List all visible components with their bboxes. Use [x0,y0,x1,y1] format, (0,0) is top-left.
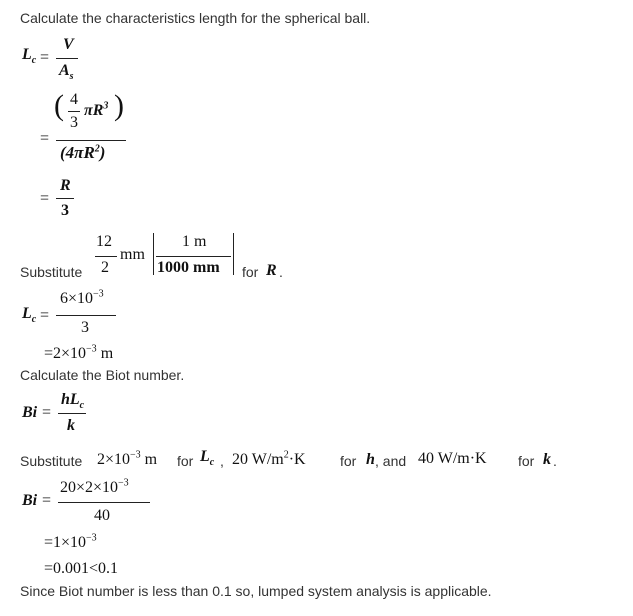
three-den: 3 [81,319,89,336]
for-text: for [518,453,535,469]
and-text: , and [375,453,407,469]
num-value: 20×2×10 [60,479,119,496]
equals-sign: = [42,404,52,421]
two-den: 2 [101,259,109,276]
h-exp: 2 [283,449,289,461]
lc-unit: m [144,451,158,468]
conv-den: 1000 mm [157,259,220,276]
h-var: h [366,451,375,468]
lc-sub: c [209,457,215,469]
three-den: 3 [70,114,78,131]
lc-unit: m [100,345,114,362]
eq-biot-comparison: =0.001<0.1 [44,560,119,577]
equals-sign: = [40,130,50,147]
k-value: 40 W/m·K [418,450,487,467]
conversion-left-bar [153,233,154,275]
volume-var: V [63,36,74,53]
conclusion-text: Since Biot number is less than 0.1 so, lumped system analysis is applicable. [20,583,492,599]
lc-sub: c [31,314,37,326]
k-var: k [543,451,551,468]
inner-fraction-bar [68,111,80,112]
h-unit-rest: ·K [288,451,306,468]
square-exp: 2 [94,143,100,155]
num-exp: −3 [93,288,104,300]
r-var: R [60,177,71,194]
intro-text: Calculate the characteristics length for the spherical ball. [20,10,371,26]
equals-sign: = [40,190,50,207]
eq-lc-result [44,345,113,363]
lc-var: L [22,46,32,63]
conv-num: 1 m [182,233,207,250]
k-var: k [67,417,75,434]
period: . [279,264,283,280]
fraction-bar [56,140,126,141]
right-paren: ) [114,89,124,122]
three-den: 3 [61,202,69,219]
forty-den: 40 [94,507,110,524]
lc-var: L [200,448,210,465]
num-exp: −3 [118,477,129,489]
bi-var: Bi [22,492,38,509]
lc-value: =2×10 [44,345,87,362]
equals-sign: = [40,307,50,324]
fraction-bar [56,198,74,199]
four-pi-r: (4πR [60,143,95,162]
bi-value: =1×10 [44,534,87,551]
lc-exp: −3 [130,449,141,461]
lc-exp: −3 [86,343,97,355]
lc-value: 2×10 [97,451,131,468]
substitute-label: Substitute [20,264,83,280]
for-text: for [177,453,194,469]
equals-sign: = [40,49,50,66]
h-value: 20 W/m [232,451,284,468]
period: . [553,453,557,469]
fraction-bar [56,315,116,316]
area-sub: s [69,71,74,83]
mm-unit: mm [120,246,145,263]
conversion-right-bar [233,233,234,275]
for-text: for [340,453,357,469]
fraction-bar [95,256,117,257]
area-var: A [59,62,70,79]
twelve-num: 12 [96,233,112,250]
fraction-bar [58,502,150,503]
pi-r: πR [84,102,104,119]
bi-var: Bi [22,404,38,421]
conversion-bar [156,256,231,257]
fraction-bar [56,58,78,59]
substitute-label: Substitute [20,453,83,469]
biot-intro-text: Calculate the Biot number. [20,367,185,383]
c-sub: c [79,400,85,412]
r-var: R [266,262,277,279]
bi-exp: −3 [86,532,97,544]
comma: , [220,453,224,469]
fraction-bar [58,413,86,414]
num-value: 6×10 [60,290,94,307]
four-num: 4 [70,91,78,108]
lc-sub: c [31,55,37,67]
eq-biot-result [44,534,97,552]
hl-var: hL [61,391,80,408]
for-text: for [242,264,259,280]
left-paren: ( [54,89,64,122]
cube-exp: 3 [103,100,109,112]
equals-sign: = [42,492,52,509]
close-paren: ) [99,143,106,162]
lc-var: L [22,305,32,322]
